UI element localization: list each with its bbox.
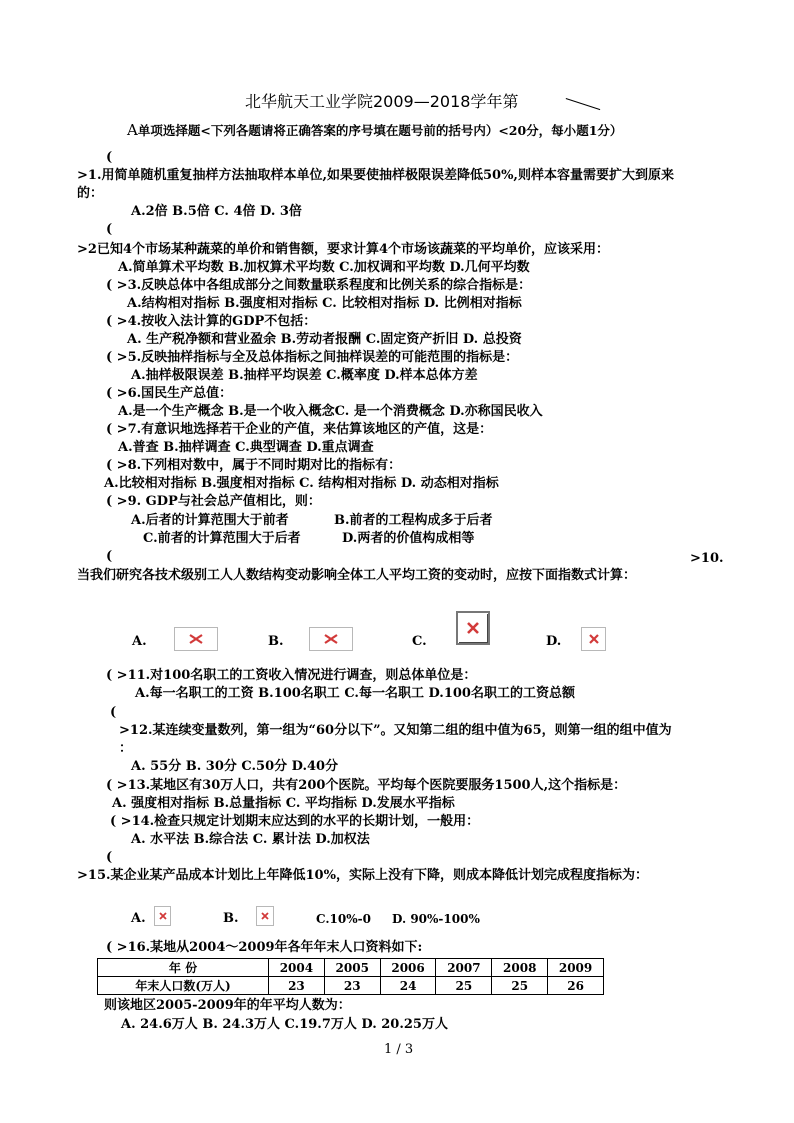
q12-stem: >12.某连续变量数列，第一组为“60分以下”。又知第二组的组中值为65，则第一组的组中值为	[119, 723, 672, 738]
q15-label-b: B.	[223, 911, 239, 926]
table-cell-year: 2008	[492, 959, 548, 977]
q9-option-c: C.前者的计算范围大于后者	[143, 531, 301, 546]
table-cell-year: 2005	[324, 959, 380, 977]
q13-stem: ( >13.某地区有30万人口，共有200个医院。平均每个医院要服务1500人,这个指标是：	[106, 778, 627, 793]
q14-stem: ( >14.检查只规定计划期末应达到的水平的长期计划，一般用：	[110, 814, 480, 829]
q4-stem: ( >4.按收入法计算的GDP不包括：	[106, 314, 317, 329]
title-underline-stroke	[566, 98, 601, 110]
table-cell-year: 2006	[380, 959, 436, 977]
q15-label-a: A.	[131, 911, 146, 926]
table-cell-year: 2009	[548, 959, 604, 977]
section-text: 单项选择题<下列各题请将正确答案的序号填在题号前的括号内）<20分，每小题1分）	[137, 123, 623, 138]
q10-stem: 当我们研究各技术级别工人人数结构变动影响全体工人平均工资的变动时，应按下面指数式计算：	[77, 568, 637, 583]
q1-paren: (	[106, 150, 113, 165]
q5-options: A.抽样极限误差 B.抽样平均误差 C.概率度 D.样本总体方差	[131, 368, 478, 383]
q12-colon: ：	[119, 741, 133, 756]
q6-stem: ( >6.国民生产总值：	[106, 386, 233, 401]
q6-options: A.是一个生产概念 B.是一个收入概念C. 是一个消费概念 D.亦称国民收入	[118, 404, 543, 419]
table-row-population	[98, 977, 604, 995]
q10-paren: (	[106, 549, 113, 564]
q13-options: A. 强度相对指标 B.总量指标 C. 平均指标 D.发展水平指标	[112, 796, 455, 811]
table-cell-population: 23	[324, 977, 380, 995]
table-cell-year: 2007	[436, 959, 492, 977]
q15-formula-a-broken-image	[154, 906, 171, 926]
q10-label-d: D.	[546, 634, 562, 649]
q15-option-d: D. 90%-100%	[392, 912, 480, 926]
broken-image-icon	[158, 911, 168, 921]
page-number: 1 / 3	[384, 1042, 414, 1057]
q10-formula-b-broken-image	[309, 627, 353, 651]
q16-options: A. 24.6万人 B. 24.3万人 C.19.7万人 D. 20.25万人	[121, 1017, 448, 1032]
table-cell-population: 23	[269, 977, 325, 995]
table-cell-population: 25	[492, 977, 548, 995]
table-row-years	[98, 959, 604, 977]
q15-formula-b-broken-image	[256, 906, 274, 926]
q3-stem: ( >3.反映总体中各组成部分之间数量联系程度和比例关系的综合指标是：	[106, 278, 532, 293]
q15-paren: (	[106, 850, 113, 865]
broken-image-icon	[466, 621, 480, 635]
q10-formula-a-broken-image	[174, 627, 218, 651]
table-cell-population: 24	[380, 977, 436, 995]
q1-stem: >1.用简单随机重复抽样方法抽取样本单位,如果要使抽样极限误差降低50%,则样本容量需要扩大到原来	[77, 168, 674, 183]
q7-stem: ( >7.有意识地选择若干企业的产值，来估算该地区的产值，这是：	[106, 422, 493, 437]
broken-image-icon	[323, 633, 339, 645]
q2-paren: (	[106, 222, 113, 237]
q12-paren: (	[110, 705, 117, 720]
q2-stem: >2已知4个市场某种蔬菜的单价和销售额，要求计算4个市场该蔬菜的平均单价，应该采用：	[77, 242, 610, 257]
table-header-population: 年末人口数(万人)	[98, 977, 269, 995]
q2-options: A.简单算术平均数 B.加权算术平均数 C.加权调和平均数 D.几何平均数	[118, 260, 530, 275]
q10-formula-c-broken-image	[456, 611, 490, 645]
q4-options: A. 生产税净额和营业盈余 B.劳动者报酬 C.固定资产折旧 D. 总投资	[127, 332, 522, 347]
table-cell-population: 26	[548, 977, 604, 995]
page-title: 北华航天工业学院2009—2018学年第	[245, 92, 519, 111]
q1-options: A.2倍 B.5倍 C. 4倍 D. 3倍	[131, 204, 302, 219]
broken-image-icon	[260, 911, 270, 921]
q7-options: A.普查 B.抽样调查 C.典型调查 D.重点调查	[118, 440, 374, 455]
q10-formula-d-broken-image	[581, 627, 606, 651]
section-heading	[127, 122, 622, 139]
broken-image-icon	[588, 633, 600, 645]
q10-label-b: B.	[268, 634, 284, 649]
q11-options: A.每一名职工的工资 B.100名职工 C.每一名职工 D.100名职工的工资总额	[135, 686, 575, 701]
section-prefix: A	[127, 121, 138, 139]
table-header-year: 年 份	[98, 959, 269, 977]
q9-option-a: A.后者的计算范围大于前者	[131, 513, 289, 528]
q14-options: A. 水平法 B.综合法 C. 累计法 D.加权法	[131, 832, 370, 847]
q3-options: A.结构相对指标 B.强度相对指标 C. 比较相对指标 D. 比例相对指标	[127, 296, 522, 311]
table-cell-year: 2004	[269, 959, 325, 977]
q9-stem: ( >9. GDP与社会总产值相比，则：	[106, 494, 321, 509]
q5-stem: ( >5.反映抽样指标与全及总体指标之间抽样误差的可能范围的指标是：	[106, 350, 519, 365]
q8-stem: ( >8.下列相对数中，属于不同时期对比的指标有：	[106, 458, 402, 473]
q16-question: 则该地区2005-2009年的年平均人数为：	[104, 998, 351, 1013]
q9-option-d: D.两者的价值构成相等	[342, 531, 475, 546]
q9-option-b: B.前者的工程构成多于后者	[334, 513, 493, 528]
q1-stem-cont: 的：	[77, 186, 104, 201]
q11-stem: ( >11.对100名职工的工资收入情况进行调查，则总体单位是：	[106, 668, 477, 683]
q10-label-c: C.	[412, 634, 427, 649]
q8-options: A.比较相对指标 B.强度相对指标 C. 结构相对指标 D. 动态相对指标	[104, 476, 499, 491]
table-cell-population: 25	[436, 977, 492, 995]
q12-options: A. 55分 B. 30分 C.50分 D.40分	[131, 759, 339, 774]
q15-option-c: C.10%-0	[316, 912, 371, 926]
q10-label-a: A.	[132, 634, 147, 649]
broken-image-icon	[188, 633, 204, 645]
q15-stem: >15.某企业某产品成本计划比上年降低10%，实际上没有下降，则成本降低计划完成程度指标为：	[77, 868, 648, 883]
q10-number: >10.	[690, 551, 724, 566]
q16-stem: ( >16.某地从2004～2009年各年年末人口资料如下:	[106, 940, 423, 955]
population-table	[97, 958, 604, 995]
